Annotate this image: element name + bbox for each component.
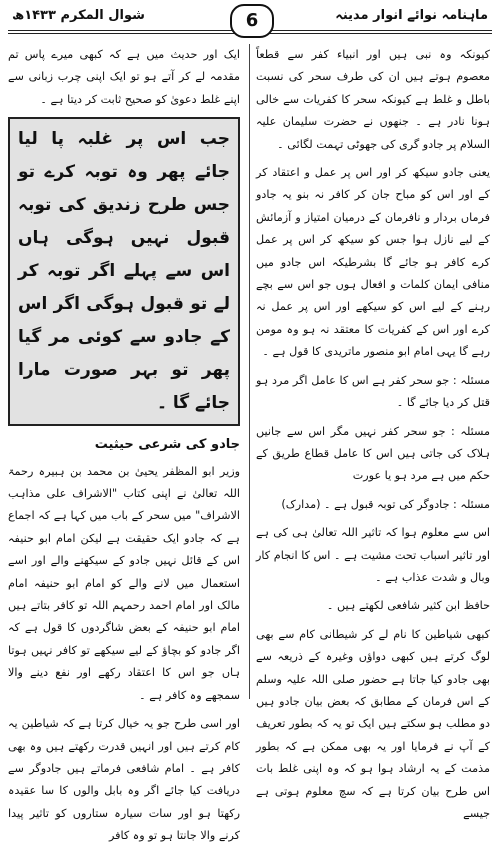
left-column bbox=[8, 44, 240, 854]
paragraph: اس سے معلوم ہوا کہ تاثیر اللہ تعالیٰ ہی کی ہے اور تاثیر اسباب تحت مشیت ہے ۔ اس کا انجام کار وبال و شدت عذاب ہے ۔ bbox=[256, 526, 490, 584]
paragraph: کیونکہ وہ نبی ہیں اور انبیاء کفر سے قطعاً معصوم ہوتے ہیں ان کی طرف سحر کی نسبت باطل و غلط ہے کیونکہ سحر کا کفریات سے خالی ہونا نادر ہے ۔ جنھوں نے حضرت سلیمان علیہ السلام پر جادو گری کی جھوٹی تہمت لگائی ۔ bbox=[256, 48, 490, 151]
magazine-title: ماہنامہ نوائے انوار مدینہ bbox=[335, 8, 488, 23]
column-divider bbox=[249, 44, 250, 699]
paragraph: وزیر ابو المظفر یحییٰ بن محمد بن ہبیرہ رحمۃ اللہ تعالیٰ نے اپنی کتاب "الاشراف علی مذاہب الاشراف" میں سحر کے باب میں کہا ہے کہ اجماع ہے کہ جادو ایک حقیقت ہے لیکن امام ابو حنیفہ اس کے قائل نہیں جادو کے سیکھنے والے اور اسے استعمال میں لانے والے کو امام ابو حنیفہ امام مالک اور امام احمد رحمہم اللہ تو کافر بتاتے ہیں امام ابو حنیفہ کے بعض شاگردوں کا قول ہے کہ اگر جادو کو بچاؤ کے لیے سیکھے تو کافر نہیں ہوتا ہاں جو اس کا اعتقاد رکھے اور نفع دینے والا سمجھے وہ کافر ہے ۔ bbox=[8, 464, 240, 702]
page-number: 6 bbox=[230, 4, 274, 38]
issue-date: شوال المکرم ۱۴۳۳ھ bbox=[12, 8, 145, 23]
paragraph: اور اسی طرح جو یہ خیال کرتا ہے کہ شیاطین یہ کام کرتے ہیں اور انہیں قدرت رکھتے ہیں وہ بھی کافر ہے ۔ امام شافعی فرماتے ہیں جادوگر سے دریافت کیا جائے اگر وہ بابل والوں کا سا عقیدہ رکھتا ہو اور سات سیارہ ستاروں کو تاثیر پیدا کرنے والا جانتا ہو تو وہ کافر bbox=[8, 717, 240, 843]
paragraph: ایک اور حدیث میں ہے کہ کبھی میرے پاس تم مقدمہ لے کر آتے ہو تو ایک اپنی چرب زبانی سے اپنے غلط دعویٰ کو صحیح ثابت کر دیتا ہے ۔ bbox=[8, 48, 240, 106]
paragraph: کبھی شیاطین کا نام لے کر شیطانی کام سے بھی لوگ کرتے ہیں کبھی دواؤں وغیرہ کے ذریعہ سے بھی جادو کیا جاتا ہے حضور صلی اللہ علیہ وسلم کے اس فرمان کے مطابق کہ بعض بیان جادو ہیں دو مطلب ہو سکتے ہیں ایک تو یہ کہ بطور تعریف کے آپ نے فرمایا اور یہ بھی ممکن ہے کہ بطور مذمت کے یہ ارشاد ہوا ہو کہ وہ اپنی غلط بات اس طرح بیان کرتا ہے کہ سچ معلوم ہوتی ہے جیسے bbox=[256, 627, 490, 820]
ruling-paragraph: مسئلہ : جو سحر کفر نہیں مگر اس سے جانیں ہلاک کی جاتی ہیں اس کا عامل قطاع طریق کے حکم میں ہے مرد ہو یا عورت bbox=[256, 424, 490, 483]
page-header bbox=[8, 4, 492, 38]
citation-line: حافظ ابن کثیر شافعی لکھتے ہیں ۔ bbox=[326, 599, 490, 613]
highlighted-quote-box: جب اس پر غلبہ پا لیا جائے پھر وہ توبہ کرے تو جس طرح زندیق کی توبہ قبول نہیں ہوگی ہاں اس سے پہلے اگر توبہ کر لے تو قبول ہوگی اگر اس کے جادو سے کوئی مر گیا پھر تو بہر صورت مارا جائے گا ۔ bbox=[8, 117, 240, 426]
ruling-paragraph: مسئلہ : جادوگر کی توبہ قبول ہے ۔ (مدارک) bbox=[281, 497, 490, 511]
right-column bbox=[256, 44, 490, 831]
section-heading: جادو کی شرعی حیثیت bbox=[94, 437, 240, 453]
paragraph: یعنی جادو سیکھ کر اور اس پر عمل و اعتقاد کر کے اور اس کو مباح جان کر کافر نہ بنو یہ جادو فرماں بردار و نافرمان کے درمیان امتیاز و آزمائش کے لیے نازل ہوا جس کو سیکھ کر اس پر عمل کرے کافر ہو جائے گا بشرطیکہ اس جادو میں منافی ایمان کلمات و افعال ہوں جو اس سے بچے رہنے کے لیے اس کو سیکھے اور اس پر عمل نہ کرے اور اس کے کفریات کا معتقد نہ ہو وہ مومن رہے گا یہی امام ابو منصور ماتریدی کا قول ہے ۔ bbox=[256, 166, 490, 359]
ruling-paragraph: مسئلہ : جو سحر کفر ہے اس کا عامل اگر مرد ہو قتل کر دیا جائے گا ۔ bbox=[256, 373, 490, 410]
